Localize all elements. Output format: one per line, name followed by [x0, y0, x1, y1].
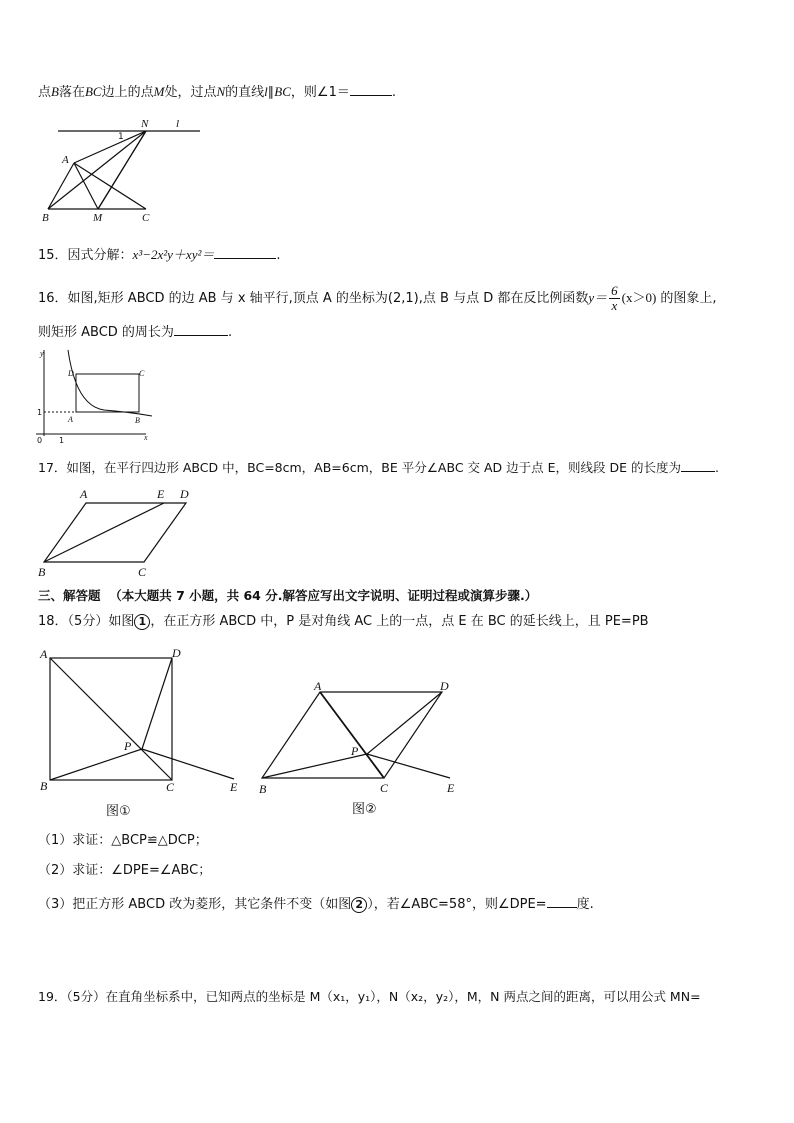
q19-text: 19．（5分）在直角坐标系中，已知两点的坐标是 M（x₁，y₁），N（x₂，y₂），M，N 两点之间的距离，可以用公式 MN=: [38, 989, 701, 1004]
fig18b-label-D: D: [440, 679, 449, 693]
fig14-label-N: N: [141, 118, 149, 130]
q16-line2: 则矩形 ABCD 的周长为 .: [38, 322, 232, 342]
fig14-label-C: C: [142, 212, 150, 224]
fig14-label-1: 1: [118, 132, 124, 142]
fig16-label-y: y: [40, 349, 44, 358]
fig14-label-B: B: [42, 212, 49, 224]
fig17-label-A: A: [80, 487, 88, 501]
answer-blank: [350, 82, 392, 96]
q18-part1: （1）求证：△BCP≌△DCP；: [38, 833, 208, 848]
section-3-heading: 三、解答题 （本大题共 7 小题，共 64 分.解答应写出文字说明、证明过程或演算步骤.）: [38, 588, 538, 603]
fig16-label-A: A: [68, 415, 73, 424]
figure-16: [34, 346, 154, 446]
fig16-label-1y: 1: [37, 408, 43, 417]
fig17-label-C: C: [138, 565, 147, 579]
fig16-label-B: B: [135, 416, 140, 425]
circled-number-1: 1: [134, 614, 150, 630]
answer-blank: [174, 322, 228, 336]
figure-18-rhombus: [256, 678, 466, 798]
fig18b-label-A: A: [314, 679, 322, 693]
fig14-label-l: l: [176, 118, 180, 130]
fig16-label-1x: 1: [59, 436, 65, 445]
fig14-label-A: A: [62, 154, 69, 166]
fig14-label-M: M: [93, 212, 103, 224]
fraction-6-over-x: $\frac{6}{x}$: [611, 283, 618, 313]
q16-line1: 16．如图,矩形 ABCD 的边 AB 与 x 轴平行,顶点 A 的坐标为(2,1),点 B 与点 D 都在反比例函数y＝ $\frac{6}{x}$ (x＞0) 的图象上,: [38, 283, 717, 313]
fig17-label-D: D: [180, 487, 189, 501]
q18-part3: （3）把正方形 ABCD 改为菱形，其它条件不变（如图 2 ），若∠ABC=58°，则∠DPE= 度.: [38, 894, 594, 914]
q17-text: 17．如图，在平行四边形 ABCD 中，BC=8cm，AB=6cm，BE 平分∠ABC 交 AD 边于点 E，则线段 DE 的长度为 .: [38, 460, 719, 475]
fig18b-label-P: P: [351, 744, 359, 758]
answer-blank: [547, 894, 577, 908]
fig18b-label-E: E: [447, 781, 455, 795]
fig16-label-D: D: [68, 369, 74, 378]
fig18b-label-C: C: [380, 781, 389, 795]
fig17-label-B: B: [38, 565, 46, 579]
fig16-label-C: C: [139, 369, 145, 378]
fig18b-label-B: B: [259, 782, 267, 796]
fig17-label-E: E: [157, 487, 165, 501]
fig18a-label-C: C: [166, 780, 175, 794]
answer-blank: [214, 245, 276, 259]
fig18a-label-B: B: [40, 779, 48, 793]
q18-part2: （2）求证：∠DPE=∠ABC；: [38, 863, 212, 878]
fig18a-label-D: D: [172, 646, 181, 660]
q18-text: 18．（5分）如图 1 ，在正方形 ABCD 中，P 是对角线 AC 上的一点，点 E 在 BC 的延长线上，且 PE=PB: [38, 614, 649, 629]
fig18a-label-E: E: [230, 780, 238, 794]
fig16-label-x: x: [144, 433, 148, 442]
q14-text: 点B落在BC边上的点M处，过点N的直线l∥BC，则∠1＝ .: [38, 84, 396, 100]
figure-18-2-caption: 图②: [352, 802, 377, 817]
fig18a-label-A: A: [40, 647, 48, 661]
figure-18-square: [36, 646, 251, 811]
figure-17: [36, 486, 206, 579]
q15-text: 15．因式分解：x³−2x²y＋xy²＝ .: [38, 247, 281, 263]
fig16-label-0: 0: [37, 436, 43, 445]
figure-14: [38, 115, 208, 225]
figure-18-1-caption: 图①: [106, 804, 131, 819]
circled-number-2: 2: [351, 897, 367, 913]
fig18a-label-P: P: [124, 739, 132, 753]
answer-blank: [681, 458, 715, 472]
